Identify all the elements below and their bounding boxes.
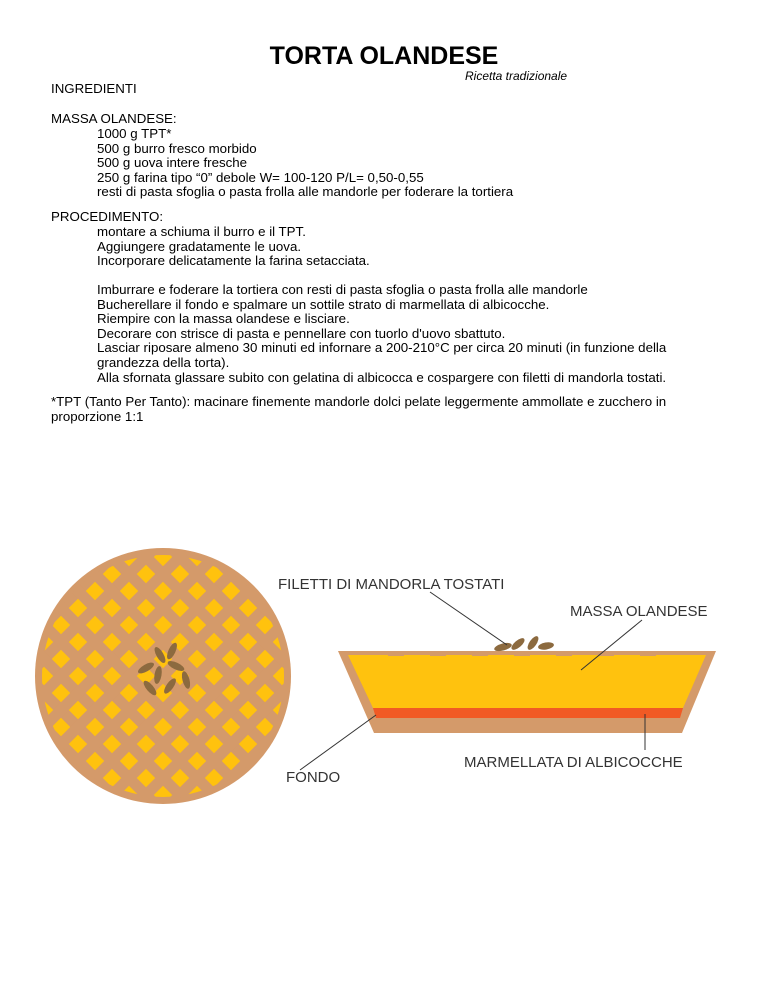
ingredient-item: 500 g burro fresco morbido (97, 140, 257, 156)
page-subtitle: Ricetta tradizionale (465, 69, 568, 83)
procedure-step: Riempire con la massa olandese e lisciare. (97, 311, 350, 327)
procedimento-heading: PROCEDIMENTO: (51, 209, 164, 224)
procedure-step: Aggiungere gradatamente le uova. (97, 238, 302, 254)
almond-slices-section (493, 634, 554, 652)
ingredient-item: 250 g farina tipo “0” debole W= 100-120 P/L= 0,50-0,55 (97, 169, 424, 185)
cake-illustration (0, 540, 768, 840)
procedure-step: Imburrare e foderare la tortiera con resti di pasta sfoglia o pasta frolla alle mandorle (97, 282, 588, 297)
massa-olandese-filling (348, 655, 706, 708)
label-marmellata: MARMELLATA DI ALBICOCCHE (464, 754, 683, 771)
massa-olandese-heading: MASSA OLANDESE: (51, 111, 177, 126)
procedure-step: Lasciar riposare almeno 30 minuti ed infornare a 200-210°C per circa 20 minuti (in funzione della grandezza della torta). (97, 340, 667, 370)
cake-cross-section (338, 634, 716, 733)
procedure-step: Incorporare delicatamente la farina setacciata. (97, 253, 370, 269)
ingredienti-heading: INGREDIENTI (51, 81, 137, 96)
apricot-jam-layer (373, 708, 683, 718)
ingredient-item: resti di pasta sfoglia o pasta frolla alle mandorle per foderare la tortiera (97, 184, 514, 200)
procedure-steps-a (97, 225, 370, 269)
label-filetti: FILETTI DI MANDORLA TOSTATI (278, 576, 505, 593)
procedure-step: Bucherellare il fondo e spalmare un sottile strato di marmellata di albicocche. (97, 296, 550, 312)
ingredient-list (97, 127, 513, 200)
procedure-step: Decorare con strisce di pasta e pennellare con tuorlo d'uovo sbattuto. (97, 325, 506, 341)
page-title: TORTA OLANDESE (269, 42, 499, 70)
procedure-step: Alla sfornata glassare subito con gelatina di albicocca e cospargere con filetti di mandorla tostati. (97, 369, 667, 385)
label-fondo: FONDO (286, 769, 341, 786)
ingredient-item: 1000 g TPT* (97, 126, 172, 141)
procedure-step: montare a schiuma il burro e il TPT. (97, 224, 306, 239)
procedure-steps-b (97, 283, 697, 385)
tpt-footnote: *TPT (Tanto Per Tanto): macinare finemente mandorle dolci pelate leggermente ammollate e zucchero in proporzione 1:1 (51, 394, 667, 424)
label-massa-olandese: MASSA OLANDESE (570, 603, 708, 620)
ingredient-item: 500 g uova intere fresche (97, 155, 248, 171)
